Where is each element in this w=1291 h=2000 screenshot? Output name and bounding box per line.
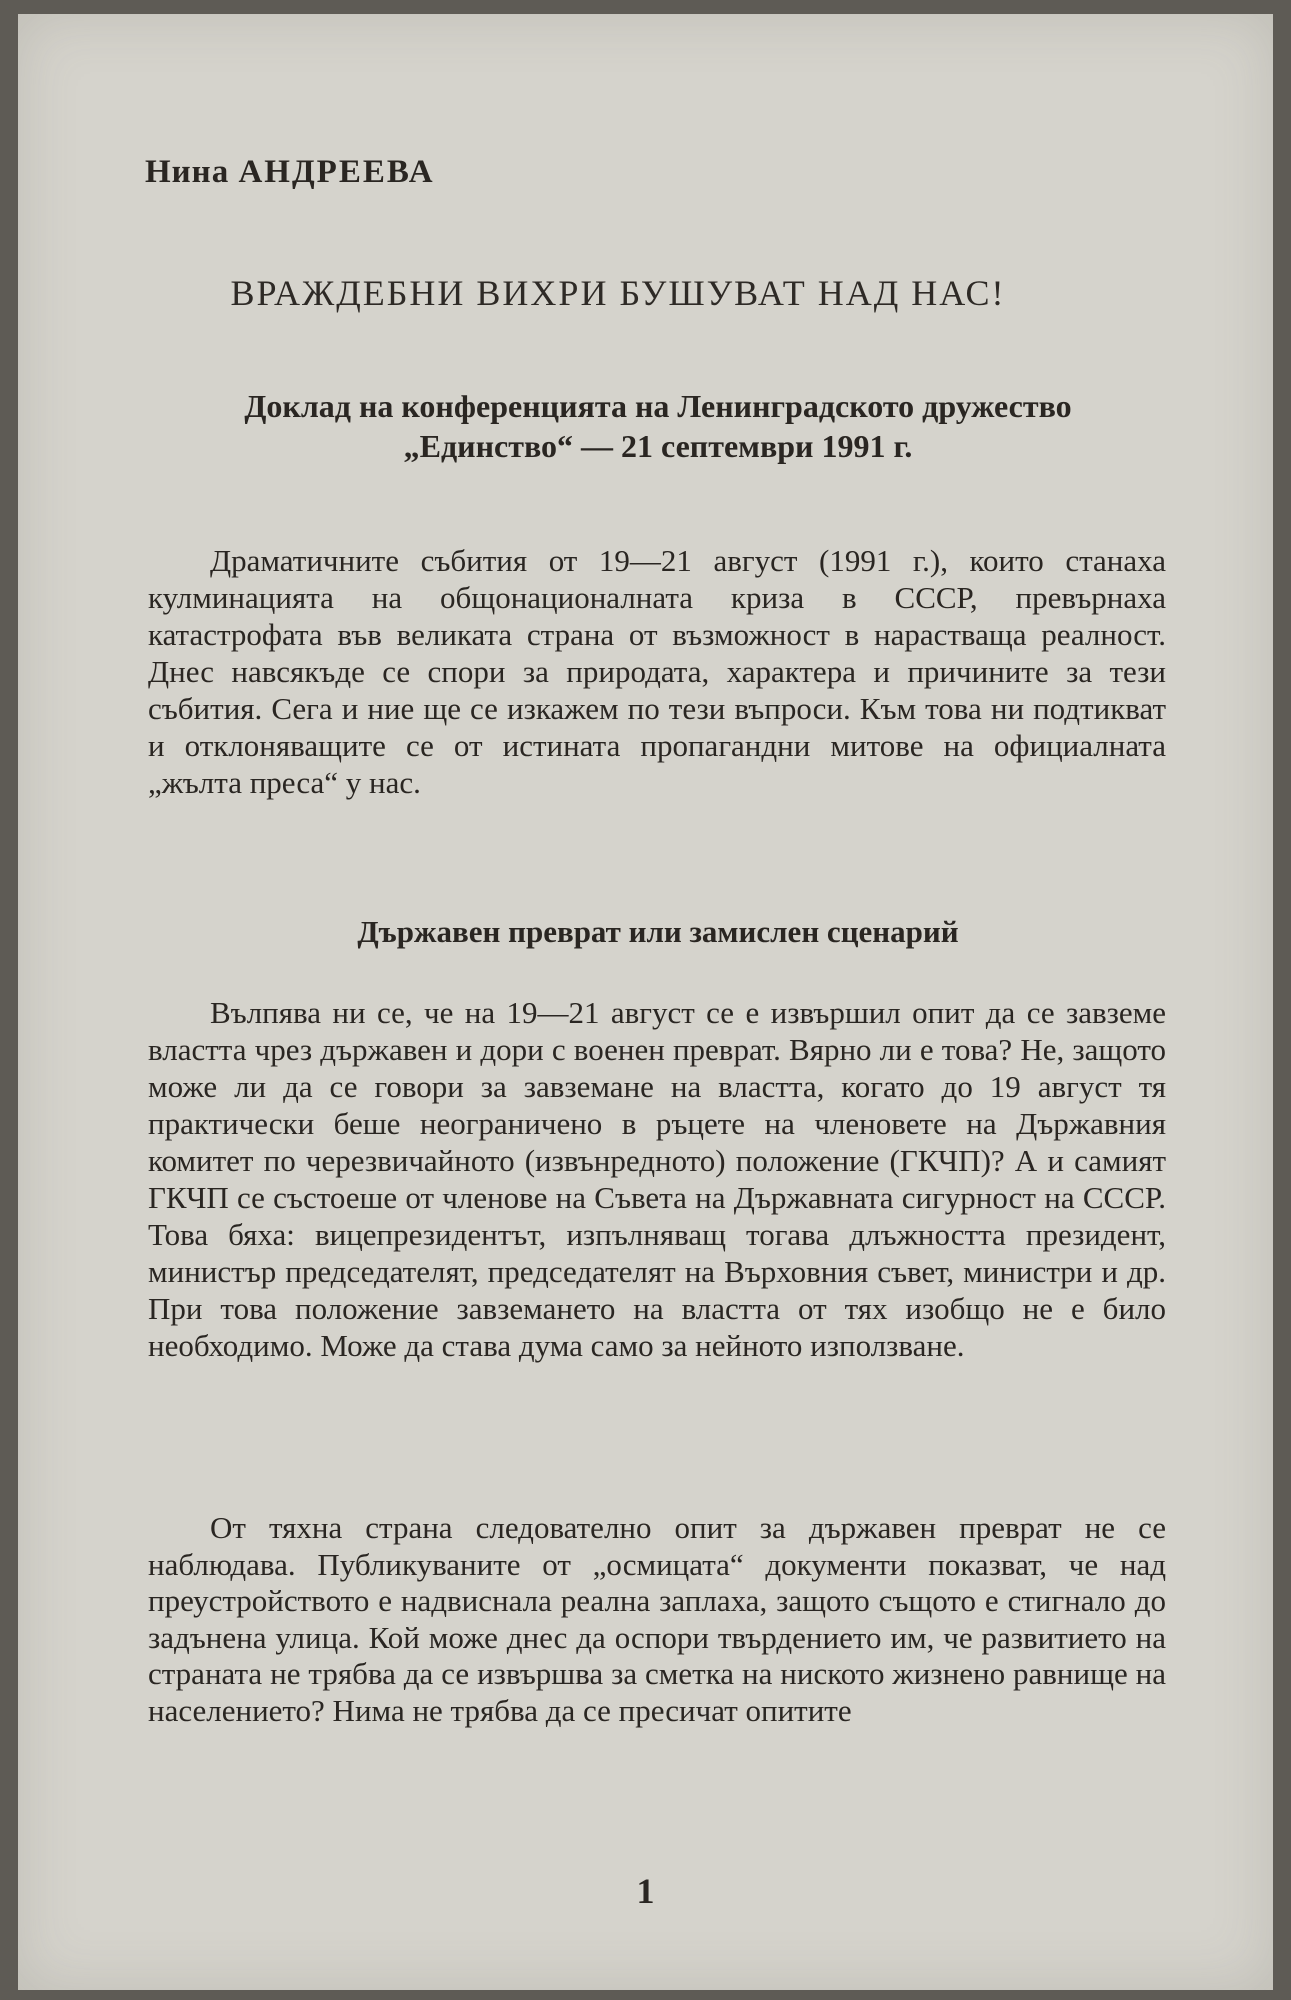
section-paragraph-2: От тяхна страна следователно опит за държавен преврат не се наблюдава. Публикуваните от „осмицата“ документи показват, че над преустройството е надвиснала реална заплаха, защото същото е стигнало до задънена улица. Кой може днес да оспори твърдението им, че развитието на страната не трябва да се извършва за сметка на ниското жизнено равнище на населението? Нима не трябва да се пресичат опитите [148, 1510, 1166, 1728]
book-page [18, 14, 1273, 1990]
author-name [145, 154, 435, 191]
subtitle-line-1: Доклад на конференцията на Ленинградското дружество [244, 388, 1072, 424]
subtitle-line-2: „Единство“ — 21 септември 1991 г. [403, 428, 913, 464]
author-first-name: Нина [145, 154, 230, 190]
author-last-name: АНДРЕЕВА [238, 154, 435, 190]
article-title: ВРАЖДЕБНИ ВИХРИ БУШУВАТ НАД НАС! [230, 273, 1006, 313]
section-heading: Държавен преврат или замислен сценарий [357, 914, 959, 949]
intro-paragraph: Драматичните събития от 19—21 август (1991 г.), които станаха кулминацията на общонационалната криза в СССР, превърнаха катастрофата във великата страна от възможност в нарастваща реалност. Днес навсякъде се спори за природата, характера и причините за тези събития. Сега и ние ще се изкажем по тези въпроси. Към това ни подтикват и отклоняващите се от истината пропагандни митове на официалната „жълта преса“ у нас. [148, 543, 1166, 800]
article-subtitle [138, 386, 1178, 466]
page-number: 1 [636, 1871, 655, 1911]
section-paragraph-1: Вълпява ни се, че на 19—21 август се е извършил опит да се завземе властта чрез държавен и дори с военен преврат. Вярно ли е това? Не, защото може ли да се говори за завземане на властта, когато до 19 август тя практически беше неограничено в ръцете на членовете на Държавния комитет по черезвичайното (извънредното) положение (ГКЧП)? А и самият ГКЧП се състоеше от членове на Съвета на Държавната сигурност на СССР. Това бяха: вицепрезидентът, изпълняващ тогава длъжността президент, министър председателят, председателят на Върховния съвет, министри и др. При това положение завземането на властта от тях изобщо не е било необходимо. Може да става дума само за нейното използване. [148, 995, 1166, 1363]
